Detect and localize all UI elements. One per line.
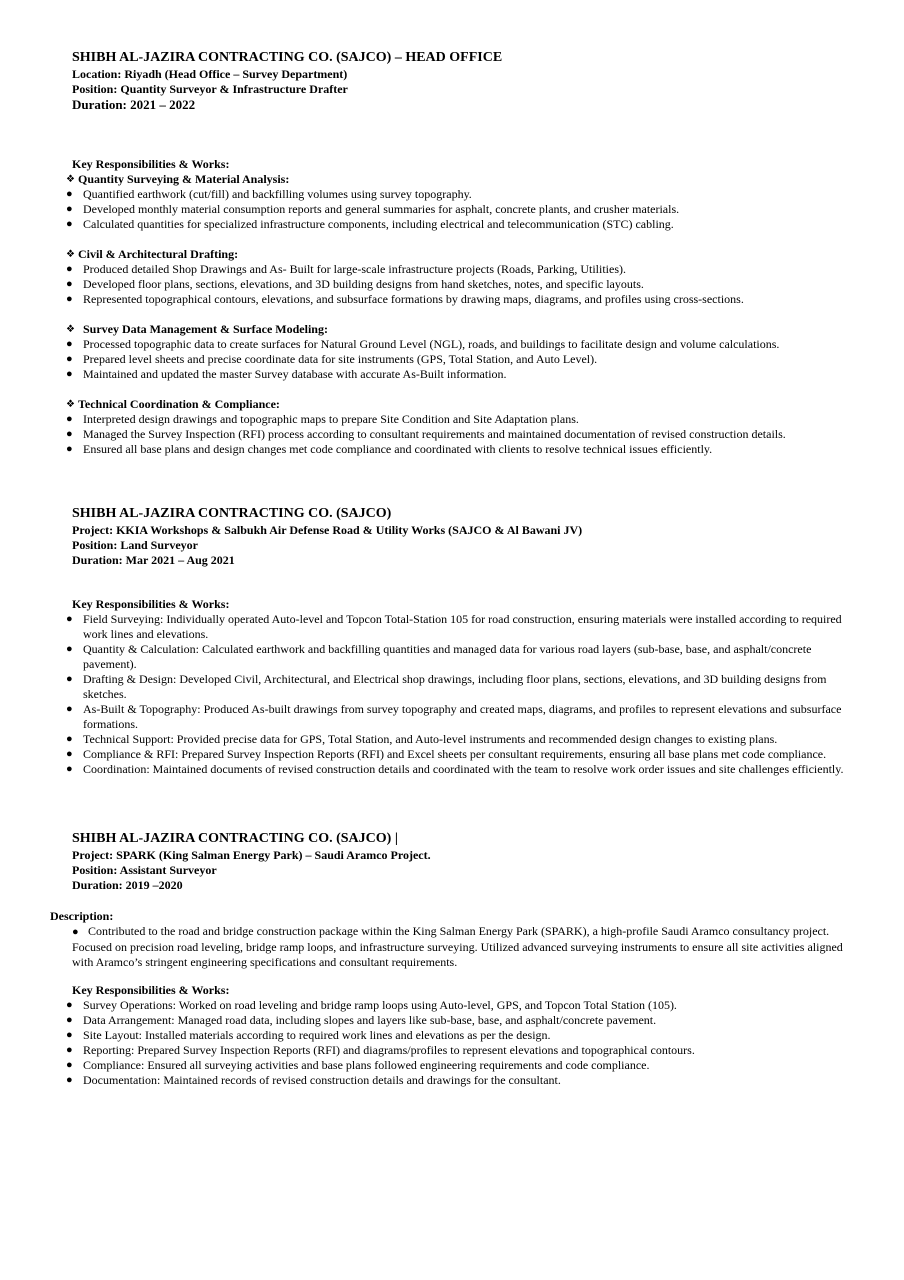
list-item: ● Managed the Survey Inspection (RFI) process according to consultant requirements and maintained documentation of revised construction details. [66, 427, 786, 441]
bullet-icon: ● [66, 293, 73, 305]
location-line: Location: Riyadh (Head Office – Survey Department) [72, 67, 348, 81]
bullet-icon: ● [66, 1074, 73, 1086]
bullet-icon: ● [66, 203, 73, 215]
section-spark-responsibilities [66, 983, 862, 1088]
duration-line: Duration: 2019 –2020 [72, 878, 183, 892]
bullet-icon: ● [66, 613, 73, 625]
list-item: ● Coordination: Maintained documents of revised construction details and coordinated with the team to resolve work order issues and site challenges efficiently. [66, 762, 844, 776]
category-list [66, 412, 872, 457]
section-kkia-responsibilities [66, 597, 862, 777]
list-item: ● Prepared level sheets and precise coordinate data for site instruments (GPS, Total Station, and Auto Level). [66, 352, 598, 366]
position-line: Position: Quantity Surveyor & Infrastructure Drafter [72, 82, 348, 96]
bullet-icon: ● [66, 673, 73, 685]
list-item: ● Survey Operations: Worked on road leveling and bridge ramp loops using Auto-level, GPS, and Topcon Total Station (105). [66, 998, 677, 1012]
duration-line: Duration: Mar 2021 – Aug 2021 [72, 553, 235, 567]
bullet-icon: ● [66, 413, 73, 425]
list-item: ● Represented topographical contours, elevations, and subsurface formations by drawing maps, diagrams, and profiles using cross-sections. [66, 292, 744, 306]
key-responsibilities-heading: Key Responsibilities & Works: [72, 983, 230, 997]
bullet-icon: ● [66, 428, 73, 440]
bullet-icon: ● [66, 218, 73, 230]
project-line: Project: SPARK (King Salman Energy Park) – Saudi Aramco Project. [72, 848, 431, 862]
bullet-icon: ● [72, 926, 79, 938]
list-item: ● Compliance: Ensured all surveying activities and base plans followed engineering requirements and code compliance. [66, 1058, 650, 1072]
company-title: SHIBH AL-JAZIRA CONTRACTING CO. (SAJCO) [72, 506, 392, 521]
position-line: Position: Land Surveyor [72, 538, 199, 552]
list-item: ● Developed floor plans, sections, elevations, and 3D building designs from hand sketches, notes, and specific layouts. [66, 277, 644, 291]
bullet-icon: ● [66, 263, 73, 275]
category-heading: ❖ Technical Coordination & Compliance: [66, 397, 280, 411]
list-item: ● Site Layout: Installed materials according to required work lines and elevations as per the design. [66, 1028, 551, 1042]
bullet-icon: ● [66, 1059, 73, 1071]
section-spark-header [72, 830, 872, 893]
bullet-icon: ● [66, 643, 73, 655]
responsibilities-list [66, 998, 862, 1088]
list-item: ● Processed topographic data to create surfaces for Natural Ground Level (NGL), roads, and buildings to facilitate design and volume calculations. [66, 337, 780, 351]
key-responsibilities-heading: Key Responsibilities & Works: [72, 597, 230, 611]
list-item: ● Calculated quantities for specialized infrastructure components, including electrical and telecommunication (STC) cabling. [66, 217, 674, 231]
diamond-bullet-icon: ❖ [66, 324, 75, 335]
bullet-icon: ● [66, 703, 73, 715]
bullet-icon: ● [66, 368, 73, 380]
diamond-bullet-icon: ❖ [66, 174, 75, 185]
list-item: ● Ensured all base plans and design changes met code compliance and coordinated with clients to resolve technical issues efficiently. [66, 442, 713, 456]
bullet-icon: ● [66, 999, 73, 1011]
category-list [66, 337, 872, 382]
diamond-bullet-icon: ❖ [66, 249, 75, 260]
project-line: Project: KKIA Workshops & Salbukh Air Defense Road & Utility Works (SAJCO & Al Bawani JV) [72, 523, 583, 537]
bullet-icon: ● [66, 338, 73, 350]
bullet-icon: ● [66, 443, 73, 455]
bullet-icon: ● [66, 188, 73, 200]
category-list [66, 262, 872, 307]
company-title: SHIBH AL-JAZIRA CONTRACTING CO. (SAJCO) | [72, 831, 398, 846]
bullet-icon: ● [66, 733, 73, 745]
bullet-icon: ● [66, 1044, 73, 1056]
category-heading: ❖ Civil & Architectural Drafting: [66, 247, 239, 261]
list-item: ● As-Built & Topography: Produced As-built drawings from survey topography and created maps, diagrams, and profiles to represent elevations and subsurface formations. [66, 702, 842, 731]
list-item: ● Maintained and updated the master Survey database with accurate As-Built information. [66, 367, 507, 381]
list-item: ● Documentation: Maintained records of revised construction details and drawings for the consultant. [66, 1073, 561, 1087]
diamond-bullet-icon: ❖ [66, 399, 75, 410]
list-item: ● Compliance & RFI: Prepared Survey Inspection Reports (RFI) and Excel sheets per consultant requirements, ensuring all base plans met code compliance. [66, 747, 827, 761]
list-item: ● Quantified earthwork (cut/fill) and backfilling volumes using survey topography. [66, 187, 472, 201]
section-kkia-header [72, 505, 872, 568]
description-text: ● Contributed to the road and bridge construction package within the King Salman Energy Park (SPARK), a high-profile Saudi Aramco consultancy project. Focused on precision road leveling, bridge ramp loops, and infrastructure surveying. Utilized advanced surveying instruments to ensure all site activities aligned with Aramco’s stringent engineering specifications and consultant requirements. [72, 924, 843, 969]
list-item: ● Quantity & Calculation: Calculated earthwork and backfilling quantities and managed data for various road layers (sub-base, base, and asphalt/concrete pavement). [66, 642, 812, 671]
bullet-icon: ● [66, 1014, 73, 1026]
list-item: ● Data Arrangement: Managed road data, including slopes and layers like sub-base, base, and asphalt/concrete pavement. [66, 1013, 657, 1027]
bullet-icon: ● [66, 1029, 73, 1041]
list-item: ● Developed monthly material consumption reports and general summaries for asphalt, concrete plants, and crusher materials. [66, 202, 680, 216]
position-line: Position: Assistant Surveyor [72, 863, 217, 877]
bullet-icon: ● [66, 748, 73, 760]
list-item: ● Technical Support: Provided precise data for GPS, Total Station, and Auto-level instruments and recommended design changes to existing plans. [66, 732, 778, 746]
responsibilities-list [66, 612, 862, 777]
list-item: ● Field Surveying: Individually operated Auto-level and Topcon Total-Station 105 for road construction, ensuring materials were installed according to required work lines and elevations. [66, 612, 842, 641]
company-title: SHIBH AL-JAZIRA CONTRACTING CO. (SAJCO) – HEAD OFFICE [72, 50, 503, 65]
category-heading: ❖ Survey Data Management & Surface Modeling: [66, 322, 328, 336]
description-label: Description: [50, 909, 114, 923]
category-heading: ❖ Quantity Surveying & Material Analysis: [66, 172, 290, 186]
list-item: ● Interpreted design drawings and topographic maps to prepare Site Condition and Site Adaptation plans. [66, 412, 579, 426]
category-list [66, 187, 872, 232]
duration-line: Duration: 2021 – 2022 [72, 97, 196, 112]
bullet-icon: ● [66, 763, 73, 775]
bullet-icon: ● [66, 353, 73, 365]
bullet-icon: ● [66, 278, 73, 290]
section-head-office-header [72, 49, 872, 112]
section-head-office-responsibilities [66, 157, 872, 457]
list-item: ● Reporting: Prepared Survey Inspection Reports (RFI) and diagrams/profiles to represent elevations and topographical contours. [66, 1043, 695, 1057]
key-responsibilities-heading: Key Responsibilities & Works: [72, 157, 230, 171]
list-item: ● Drafting & Design: Developed Civil, Architectural, and Electrical shop drawings, including floor plans, sections, elevations, and 3D building designs from sketches. [66, 672, 827, 701]
list-item: ● Produced detailed Shop Drawings and As- Built for large-scale infrastructure projects (Roads, Parking, Utilities). [66, 262, 626, 276]
